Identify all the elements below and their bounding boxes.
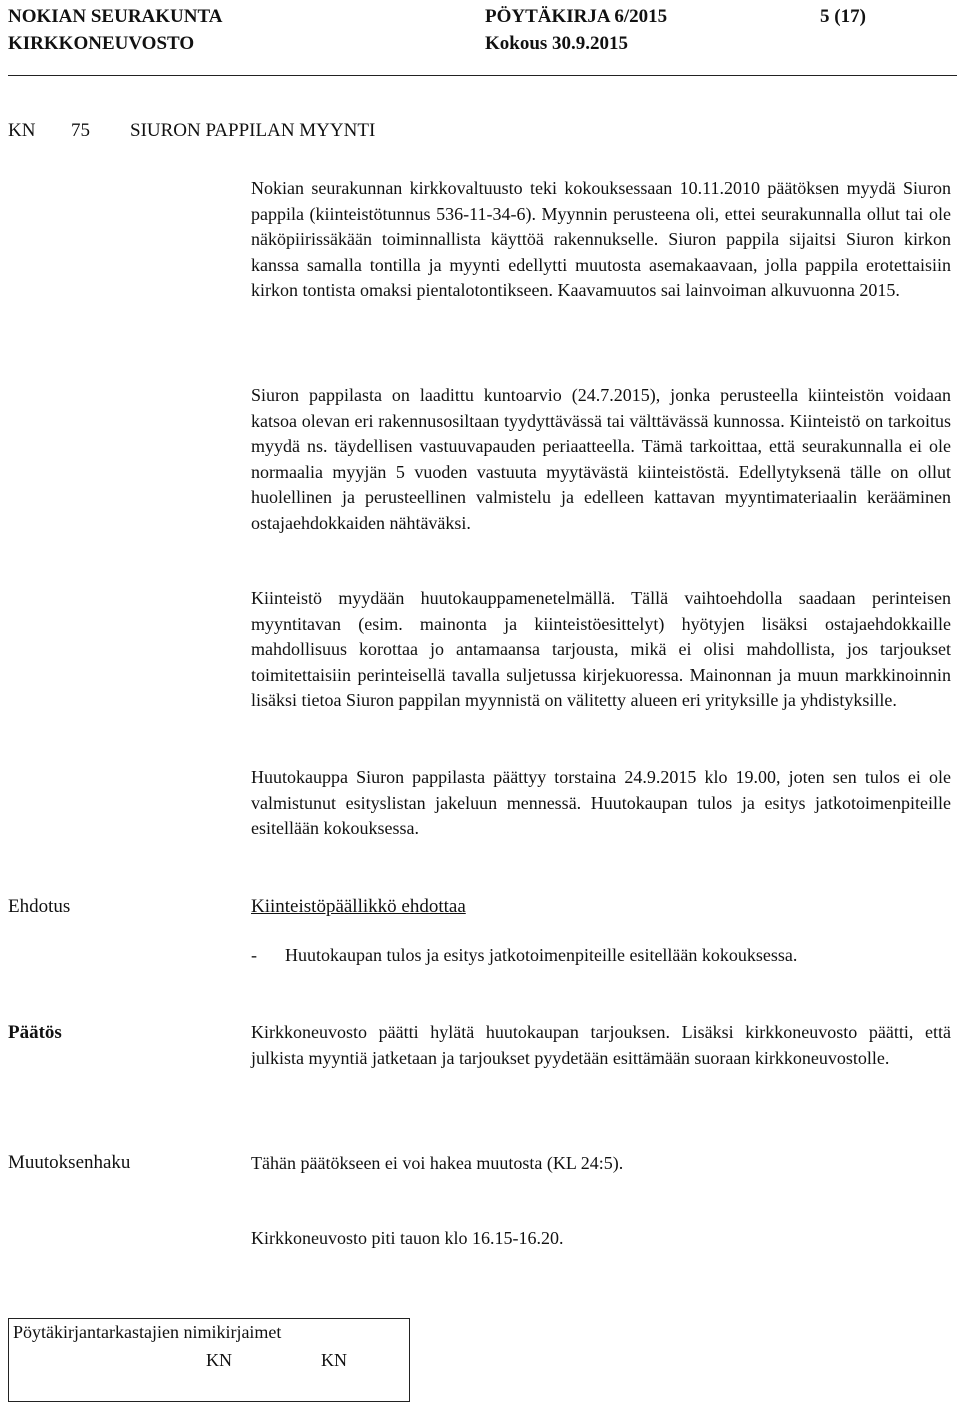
document-title: PÖYTÄKIRJA 6/2015 [485,6,668,27]
appeal-label: Muutoksenhaku [8,1152,131,1173]
break-note: Kirkkoneuvosto piti tauon klo 16.15-16.20. [251,1228,564,1248]
proposal-heading: Kiinteistöpäällikkö ehdottaa [251,896,466,917]
meeting-date: Kokous 30.9.2015 [485,33,629,54]
appeal-text: Tähän päätökseen ei voi hakea muutosta (KL 24:5). [251,1153,624,1173]
paragraph-auction-end: Huutokauppa Siuron pappilasta päättyy torstaina 24.9.2015 klo 19.00, joten sen tulos ei ole valmistunut esityslistan jakeluun mennessä. Huutokaupan tulos ja esitys jatkotoimenpiteille esitellään kokouksessa. [251,767,951,838]
section-prefix: KN [8,120,36,141]
paragraph-auction-method: Kiinteistö myydään huutokauppamenetelmällä. Tällä vaihtoehdolla saadaan perinteisen myyntitavan (esim. mainonta ja kiinteistöesittelyt) hyötyjen lisäksi ostajaehdokkaille mahdollisuus korottaa jo antamaansa tarjousta, mikä ei olisi mahdollista, jos tarjoukset toimitettaisiin perinteisellä tavalla suljetussa kirjekuoressa. Mainonnan ja muun markkinoinnin lisäksi tietoa Siuron pappilan myynnistä on välitetty alueen eri yrityksille ja yhdistyksille. [251,588,951,710]
decision-label: Päätös [8,1022,62,1043]
body-name: KIRKKONEUVOSTO [8,33,195,54]
proposal-item: Huutokaupan tulos ja esitys jatkotoimenpiteille esitellään kokouksessa. [285,945,798,965]
section-title: SIURON PAPPILAN MYYNTI [130,120,376,141]
proposal-label: Ehdotus [8,896,71,917]
signature-initials-2: KN [321,1350,347,1370]
proposal-item-dash: - [251,945,257,965]
decision-text: Kirkkoneuvosto päätti hylätä huutokaupan tarjouksen. Lisäksi kirkkoneuvosto päätti, että julkista myyntiä jatketaan ja tarjoukset pyydetään esittämään suoraan kirkkoneuvostolle. [251,1022,951,1068]
header-divider [8,75,957,76]
section-number: 75 [71,120,90,141]
paragraph-condition-report: Siuron pappilasta on laadittu kuntoarvio (24.7.2015), jonka perusteella kiinteistön voidaan katsoa olevan eri rakennusosiltaan tyydyttävässä tai välttävässä kunnossa. Kiinteistö on tarkoitus myydä ns. täydellisen vastuuvapauden periaatteella. Tämä tarkoittaa, että seurakunnalla ei ole normaalia myyjän 5 vuoden vastuuta myytävästä kiinteistöstä. Edellytyksenä tälle on ollut huolellinen ja perusteellinen valmistelu ja edelleen kattavan myyntimateriaalin kerääminen ostajaehdokkaiden nähtäväksi. [251,385,951,533]
paragraph-background: Nokian seurakunnan kirkkovaltuusto teki kokouksessaan 10.11.2010 päätöksen myydä Siuron pappila (kiinteistötunnus 536-11-34-6). Myynnin perusteena oli, ettei seurakunnalla ollut tai ole näköpiirissäkään toiminnallista käyttöä rakennukselle. Siuron pappila sijaitsi Siuron kirkon kanssa samalla tontilla ja myynti edellytti muutosta asemakaavaan, jolla pappila erotettaisiin kirkon tontista omaksi pientalotontikseen. Kaavamuutos sai lainvoiman alkuvuonna 2015. [251,178,951,300]
signature-box [8,1318,410,1402]
signature-initials-1: KN [206,1350,232,1370]
organization-name: NOKIAN SEURAKUNTA [8,6,223,27]
page-number: 5 (17) [820,6,866,27]
signature-box-title: Pöytäkirjantarkastajien nimikirjaimet [13,1322,282,1342]
